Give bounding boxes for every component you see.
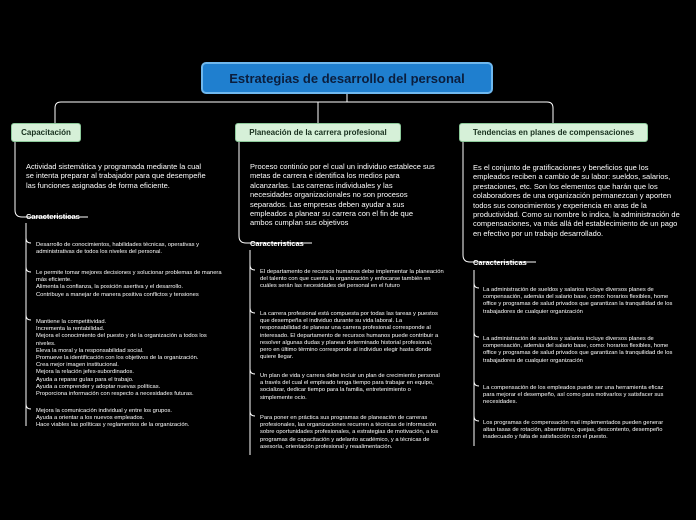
planeacion-item-4: Para poner en práctica sus programas de planeación de carreras profesionales, las organizaciones recurren a técnicas de información sobre oportunidades profesionales, a estrategias de motivación, a los programas de capacitación y adelanto académico, y a técnicas de asesoría, orientación profesional y reaalimentación. bbox=[260, 415, 439, 450]
capacitacion-item-4: Mejora la comunicación individual y entre los grupos. Ayuda a orientar a los nuevos empleados. Hace viables las políticas y reglamentos de la organización. bbox=[36, 408, 190, 429]
tendencias-item-3: La compensación de los empleados puede ser una herramienta eficaz para mejorar el desempeño, así como para motivarlos y satisfacer sus necesidades. bbox=[483, 385, 664, 406]
topic-planeacion-carrera[interactable]: Planeación de la carrera profesional bbox=[235, 123, 401, 142]
tendencias-item-2: La administración de sueldos y salarios incluye diversos planes de compensación, además del salario base, como: horarios flexibles, home office y programas de salud privados que garantizan la tranquilidad de los trabajadores de cualquier organización bbox=[483, 336, 673, 364]
capacitacion-characteristics-label[interactable]: Caracteristicas bbox=[26, 212, 80, 221]
root-connector bbox=[55, 102, 553, 123]
tendencias-description: Es el conjunto de gratificaciones y beneficios que los empleados reciben a cambio de su labor: sueldos, salarios, prestaciones, etc. Son los elementos que harán que los colaboradores de una organización permanezcan y aporten todos sus conocimientos y experiencia en aras de la productividad. Como su nombre lo indica, la administración de compensaciones, va más allá del establecimiento de un pago en efectivo por un trabajo desarrollado. bbox=[473, 163, 680, 238]
tendencias-item-4: Los programas de compensación mal implementados pueden generar altas tasas de rotación, absentismo, quejas, descontento, desempeño inadecuado y falta de satisfacción con el puesto. bbox=[483, 420, 664, 441]
planeacion-item-3: Un plan de vida y carrera debe incluir un plan de crecimiento personal a través del cual el empleado tenga tiempo para trabajar en equipo, socializar, dedicar tiempo para la familia, entretenimiento o simplemente ocio. bbox=[260, 373, 440, 401]
capacitacion-item-1: Desarrollo de conocimientos, habilidades técnicas, operativas y administrativas de todos los niveles del personal. bbox=[36, 242, 200, 256]
capacitacion-item-3: Mantiene la competitividad. Incrementa la rentabilidad. Mejora el conocimiento del puesto y de la organización a todos los niveles. Eleva la moral y la responsabilidad social. Promueve la identificación con los objetivos de la organización. Crea mejor imagen institucional. Mejora la relación jefes-subordinados. Ayuda a reparar guías para el trabajo. Ayuda a comprender y adoptar nuevas políticas. Proporciona información con respecto a necesidades futuras. bbox=[36, 319, 207, 398]
capacitacion-item-2: Le permite tomar mejores decisiones y solucionar problemas de manera más eficiente. Alimenta la confianza, la posición asertiva y el desarrollo. Contribuye a manejar de manera positiva conflictos y tensiones bbox=[36, 270, 222, 298]
topic-capacitacion[interactable]: Capacitación bbox=[11, 123, 81, 142]
capacitacion-description: Actividad sistemática y programada mediante la cual se intenta preparar al trabajador para que desempeñe las funciones asignadas de forma eficiente. bbox=[26, 162, 206, 190]
central-topic[interactable]: Estrategias de desarrollo del personal bbox=[201, 62, 493, 94]
tendencias-item-1: La administración de sueldos y salarios incluye diversos planes de compensación, además del salario base, como: horarios flexibles, home office y programas de salud privados que garantizan la tranquilidad de los trabajadores de cualquier organización bbox=[483, 287, 673, 315]
tendencias-characteristics-label[interactable]: Caracteristicas bbox=[473, 258, 527, 267]
planeacion-characteristics-label[interactable]: Caracteristicas bbox=[250, 239, 304, 248]
planeacion-item-2: La carrera profesional está compuesta por todas las tareas y puestos que desempeña el individuo durante su vida laboral. La responsabilidad de planear una carrera profesional corresponde al interesado. El departamento de recursos humanos puede contribuir a resolver algunas dudas y planear determinado historial profesional, pero en último término corresponde al individuo elegir hasta donde quiere llegar. bbox=[260, 311, 439, 361]
topic-tendencias-compensaciones[interactable]: Tendencias en planes de compensaciones bbox=[459, 123, 648, 142]
planeacion-description: Proceso continúo por el cual un individuo establece sus metas de carrera e identifica los medios para alcanzarlas. Las carreras individuales y las necesidades organizacionales no son procesos separados. Las empresas deben ayudar a sus empleados a planear su carrera con el fin de que ambos cumplan sus objetivos bbox=[250, 162, 435, 228]
planeacion-item-1: El departamento de recursos humanos debe implementar la planeación del talento con que cuenta la organización y enfocarse también en cuáles serán las necesidades del personal en el futuro bbox=[260, 269, 444, 290]
